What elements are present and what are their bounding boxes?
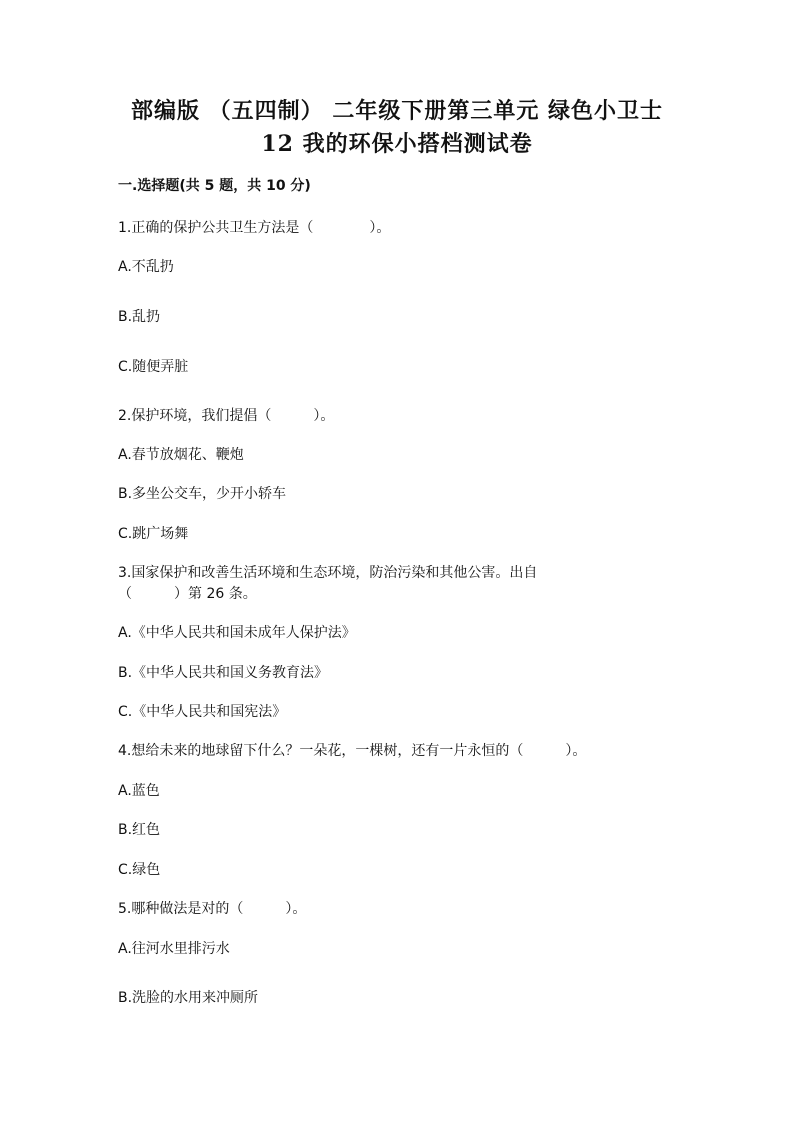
question-1-stem: 1.正确的保护公共卫生方法是（ ）。 [118,220,391,236]
question-2-option-c: C.跳广场舞 [118,526,189,542]
question-5-stem: 5.哪种做法是对的（ ）。 [118,901,307,917]
question-3-option-b: B.《中华人民共和国义务教育法》 [118,665,329,681]
question-3-stem-line2: （ ）第 26 条。 [118,586,257,602]
section-heading: 一.选择题(共 5 题，共 10 分) [118,178,311,194]
question-4-option-a: A.蓝色 [118,783,160,799]
question-3-option-a: A.《中华人民共和国未成年人保护法》 [118,625,356,641]
question-2-stem: 2.保护环境，我们提倡（ ）。 [118,408,335,424]
question-4-option-c: C.绿色 [118,862,161,878]
question-2-option-b: B.多坐公交车，少开小轿车 [118,486,287,502]
page-title-line1: 部编版 （五四制） 二年级下册第三单元 绿色小卫士 [131,98,663,124]
question-4-option-b: B.红色 [118,822,161,838]
question-1-option-a: A.不乱扔 [118,259,174,275]
question-5-option-a: A.往河水里排污水 [118,941,230,957]
question-3-option-c: C.《中华人民共和国宪法》 [118,704,287,720]
question-4-stem: 4.想给未来的地球留下什么？一朵花，一棵树，还有一片永恒的（ ）。 [118,743,587,759]
question-1-option-b: B.乱扔 [118,309,161,325]
page-title-line2: 12 我的环保小搭档测试卷 [261,131,533,157]
question-3-stem-line1: 3.国家保护和改善生活环境和生态环境，防治污染和其他公害。出自 [118,565,538,581]
question-2-option-a: A.春节放烟花、鞭炮 [118,447,244,463]
question-5-option-b: B.洗脸的水用来冲厕所 [118,990,259,1006]
question-1-option-c: C.随便弄脏 [118,359,189,375]
